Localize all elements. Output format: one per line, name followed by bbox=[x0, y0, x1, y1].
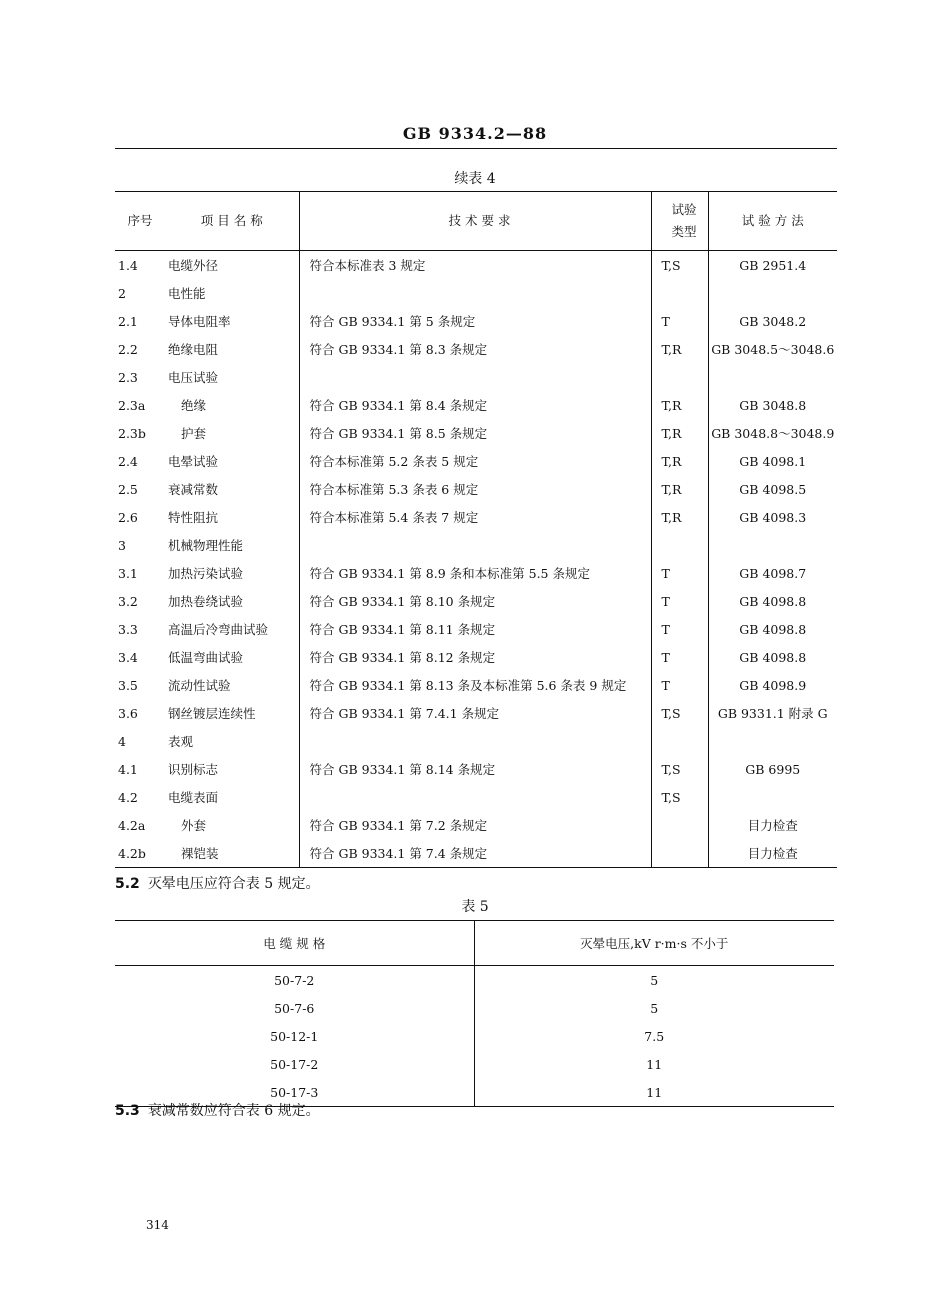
cell-num: 3.2 bbox=[118, 593, 138, 609]
cell-type: T bbox=[651, 307, 708, 335]
cell-num: 2.3a bbox=[118, 397, 146, 413]
cell-requirement: 符合 GB 9334.1 第 8.13 条及本标准第 5.6 条表 9 规定 bbox=[299, 671, 651, 699]
cell-requirement bbox=[299, 279, 651, 307]
cell-requirement: 符合 GB 9334.1 第 7.4.1 条规定 bbox=[299, 699, 651, 727]
cell-requirement: 符合本标准表 3 规定 bbox=[299, 251, 651, 280]
header-rule bbox=[115, 148, 837, 149]
table4-caption: 续表 4 bbox=[454, 171, 496, 187]
cell-method bbox=[708, 531, 837, 559]
cell-type: T,R bbox=[651, 391, 708, 419]
cell-method: GB 4098.8 bbox=[739, 649, 807, 665]
cell-method: GB 4098.5 bbox=[739, 481, 807, 497]
table-row bbox=[115, 811, 837, 839]
cell-num: 2.6 bbox=[118, 509, 138, 525]
cell-type: T,R bbox=[651, 447, 708, 475]
cell-num: 2.1 bbox=[118, 313, 138, 329]
cell-requirement: 符合本标准第 5.4 条表 7 规定 bbox=[299, 503, 651, 531]
cell-requirement bbox=[299, 727, 651, 755]
cell-name: 特性阻抗 bbox=[168, 510, 219, 525]
cell-voltage: 7.5 bbox=[474, 1022, 834, 1050]
cell-num: 3.5 bbox=[118, 677, 138, 693]
cell-type: T,S bbox=[651, 251, 708, 280]
cell-requirement: 符合 GB 9334.1 第 8.3 条规定 bbox=[299, 335, 651, 363]
cell-num: 4.2b bbox=[115, 839, 165, 868]
col-header-type: 试验 类型 bbox=[651, 192, 708, 251]
col-header-method: 试 验 方 法 bbox=[708, 192, 837, 251]
cell-method: GB 4098.8 bbox=[739, 621, 807, 637]
table-row bbox=[115, 671, 837, 699]
cell-num: 2.3 bbox=[118, 369, 138, 385]
cell-num: 3.1 bbox=[118, 565, 138, 581]
cell-name: 表观 bbox=[168, 734, 194, 749]
cell-name: 绝缘 bbox=[181, 398, 207, 413]
cell-requirement bbox=[299, 363, 651, 391]
cell-type: T,R bbox=[651, 335, 708, 363]
table-row bbox=[115, 587, 837, 615]
cell-requirement: 符合 GB 9334.1 第 8.10 条规定 bbox=[299, 587, 651, 615]
table-row bbox=[115, 994, 834, 1022]
table-row bbox=[115, 419, 837, 447]
cell-type: T,R bbox=[651, 503, 708, 531]
cell-type bbox=[651, 279, 708, 307]
cell-num: 2.4 bbox=[118, 453, 138, 469]
cell-name: 钢丝镀层连续性 bbox=[168, 706, 256, 721]
cell-name: 电缆外径 bbox=[168, 258, 219, 273]
cell-name: 电性能 bbox=[168, 286, 206, 301]
cell-method bbox=[708, 727, 837, 755]
cell-name: 外套 bbox=[181, 818, 207, 833]
cell-voltage: 5 bbox=[474, 966, 834, 995]
cell-spec: 50-12-1 bbox=[270, 1028, 319, 1044]
cell-requirement: 符合 GB 9334.1 第 8.11 条规定 bbox=[299, 615, 651, 643]
table5-caption: 表 5 bbox=[461, 899, 489, 915]
table-row bbox=[115, 559, 837, 587]
cell-type: T,S bbox=[651, 755, 708, 783]
cell-name: 识别标志 bbox=[168, 762, 219, 777]
table-row bbox=[115, 1022, 834, 1050]
cell-num: 2.5 bbox=[118, 481, 138, 497]
table4 bbox=[115, 191, 837, 868]
cell-method: GB 3048.2 bbox=[739, 313, 807, 329]
cell-name: 护套 bbox=[181, 426, 207, 441]
cell-type: T,S bbox=[651, 699, 708, 727]
cell-type: T bbox=[651, 671, 708, 699]
cell-name: 低温弯曲试验 bbox=[168, 650, 244, 665]
col-header-name: 项 目 名 称 bbox=[165, 192, 299, 251]
cell-num: 4.1 bbox=[118, 761, 138, 777]
cell-type: T,R bbox=[651, 419, 708, 447]
table-row bbox=[115, 643, 837, 671]
cell-spec: 50-7-6 bbox=[274, 1000, 315, 1016]
cell-type: T bbox=[651, 615, 708, 643]
cell-type bbox=[651, 531, 708, 559]
cell-num: 3.4 bbox=[118, 649, 138, 665]
cell-num: 3.6 bbox=[118, 705, 138, 721]
page-number: 314 bbox=[146, 1218, 169, 1232]
section-5-3 bbox=[115, 1100, 320, 1120]
table-row bbox=[115, 307, 837, 335]
cell-method: GB 4098.3 bbox=[739, 509, 807, 525]
cell-voltage: 5 bbox=[474, 994, 834, 1022]
cell-method bbox=[708, 783, 837, 811]
table4-header-row bbox=[115, 192, 837, 251]
cell-method: GB 4098.7 bbox=[739, 565, 807, 581]
cell-num: 3 bbox=[118, 537, 126, 553]
cell-voltage: 11 bbox=[474, 1078, 834, 1107]
cell-method bbox=[708, 279, 837, 307]
cell-requirement bbox=[299, 531, 651, 559]
cell-type: T,R bbox=[651, 475, 708, 503]
cell-num: 1.4 bbox=[118, 257, 138, 273]
table-row bbox=[115, 391, 837, 419]
table-row bbox=[115, 279, 837, 307]
cell-num: 2 bbox=[118, 285, 126, 301]
table-row bbox=[115, 1050, 834, 1078]
cell-name: 加热污染试验 bbox=[168, 566, 244, 581]
table5-header-row bbox=[115, 921, 834, 966]
cell-name: 加热卷绕试验 bbox=[168, 594, 244, 609]
cell-voltage: 11 bbox=[474, 1050, 834, 1078]
table-row bbox=[115, 783, 837, 811]
section-5-2 bbox=[115, 873, 320, 893]
table-row bbox=[115, 475, 837, 503]
cell-num: 4.2 bbox=[118, 789, 138, 805]
cell-method: 目力检查 bbox=[708, 839, 837, 868]
cell-requirement: 符合 GB 9334.1 第 8.5 条规定 bbox=[299, 419, 651, 447]
cell-type: T bbox=[651, 643, 708, 671]
cell-method bbox=[708, 363, 837, 391]
cell-num: 2.2 bbox=[118, 341, 138, 357]
cell-num: 2.3b bbox=[118, 425, 146, 441]
table-row bbox=[115, 363, 837, 391]
section-text: 衰减常数应符合表 6 规定。 bbox=[147, 1103, 320, 1119]
table-row bbox=[115, 335, 837, 363]
table-row bbox=[115, 503, 837, 531]
cell-name: 机械物理性能 bbox=[168, 538, 244, 553]
table-row bbox=[115, 699, 837, 727]
cell-type: T bbox=[651, 559, 708, 587]
col-header-spec: 电 缆 规 格 bbox=[115, 921, 474, 966]
col-header-num: 序号 bbox=[115, 192, 165, 251]
table-row bbox=[115, 531, 837, 559]
cell-name: 电晕试验 bbox=[168, 454, 219, 469]
document-code-header: GB 9334.2—88 bbox=[402, 124, 548, 143]
cell-name: 导体电阻率 bbox=[168, 314, 231, 329]
cell-spec: 50-17-2 bbox=[270, 1056, 319, 1072]
table-row bbox=[115, 727, 837, 755]
cell-method: GB 4098.8 bbox=[739, 593, 807, 609]
cell-requirement: 符合 GB 9334.1 第 7.4 条规定 bbox=[299, 839, 651, 868]
table5 bbox=[115, 920, 834, 1107]
table-row bbox=[115, 615, 837, 643]
cell-name: 电缆表面 bbox=[168, 790, 219, 805]
cell-num: 4.2a bbox=[118, 817, 146, 833]
cell-spec: 50-17-3 bbox=[115, 1078, 474, 1107]
cell-type bbox=[651, 811, 708, 839]
cell-type bbox=[651, 839, 708, 868]
cell-requirement: 符合 GB 9334.1 第 8.12 条规定 bbox=[299, 643, 651, 671]
cell-name: 绝缘电阻 bbox=[168, 342, 219, 357]
cell-num: 3.3 bbox=[118, 621, 138, 637]
cell-method: GB 3048.5～3048.6 bbox=[711, 342, 835, 357]
cell-requirement: 符合 GB 9334.1 第 7.2 条规定 bbox=[299, 811, 651, 839]
cell-name: 衰减常数 bbox=[168, 482, 219, 497]
cell-requirement: 符合 GB 9334.1 第 8.14 条规定 bbox=[299, 755, 651, 783]
cell-spec: 50-7-2 bbox=[274, 972, 315, 988]
cell-type bbox=[651, 363, 708, 391]
col-header-requirement: 技 术 要 求 bbox=[299, 192, 651, 251]
cell-name: 流动性试验 bbox=[168, 678, 231, 693]
cell-name: 高温后冷弯曲试验 bbox=[168, 622, 269, 637]
cell-method: GB 2951.4 bbox=[739, 257, 807, 273]
cell-name: 裸铠装 bbox=[165, 839, 299, 868]
table-row bbox=[115, 755, 837, 783]
cell-type: T bbox=[651, 587, 708, 615]
cell-type bbox=[651, 727, 708, 755]
cell-method: 目力检查 bbox=[747, 818, 798, 833]
table-row bbox=[115, 251, 837, 280]
cell-num: 4 bbox=[118, 733, 126, 749]
section-number: 5.2 bbox=[115, 876, 140, 892]
cell-type: T,S bbox=[651, 783, 708, 811]
cell-requirement: 符合 GB 9334.1 第 8.4 条规定 bbox=[299, 391, 651, 419]
cell-method: GB 4098.1 bbox=[739, 453, 807, 469]
cell-method: GB 3048.8～3048.9 bbox=[711, 426, 835, 441]
cell-method: GB 3048.8 bbox=[739, 397, 807, 413]
col-header-voltage: 灭晕电压,kV r·m·s 不小于 bbox=[474, 921, 834, 966]
cell-requirement: 符合 GB 9334.1 第 8.9 条和本标准第 5.5 条规定 bbox=[299, 559, 651, 587]
cell-method: GB 6995 bbox=[745, 761, 801, 777]
section-text: 灭晕电压应符合表 5 规定。 bbox=[147, 876, 320, 892]
cell-requirement: 符合 GB 9334.1 第 5 条规定 bbox=[299, 307, 651, 335]
cell-requirement: 符合本标准第 5.3 条表 6 规定 bbox=[299, 475, 651, 503]
cell-requirement bbox=[299, 783, 651, 811]
table-row bbox=[115, 447, 837, 475]
cell-method: GB 9331.1 附录 G bbox=[717, 706, 828, 721]
section-number: 5.3 bbox=[115, 1103, 140, 1119]
cell-method: GB 4098.9 bbox=[739, 677, 807, 693]
table-row bbox=[115, 839, 837, 868]
cell-requirement: 符合本标准第 5.2 条表 5 规定 bbox=[299, 447, 651, 475]
table-row bbox=[115, 966, 834, 995]
cell-name: 电压试验 bbox=[168, 370, 219, 385]
